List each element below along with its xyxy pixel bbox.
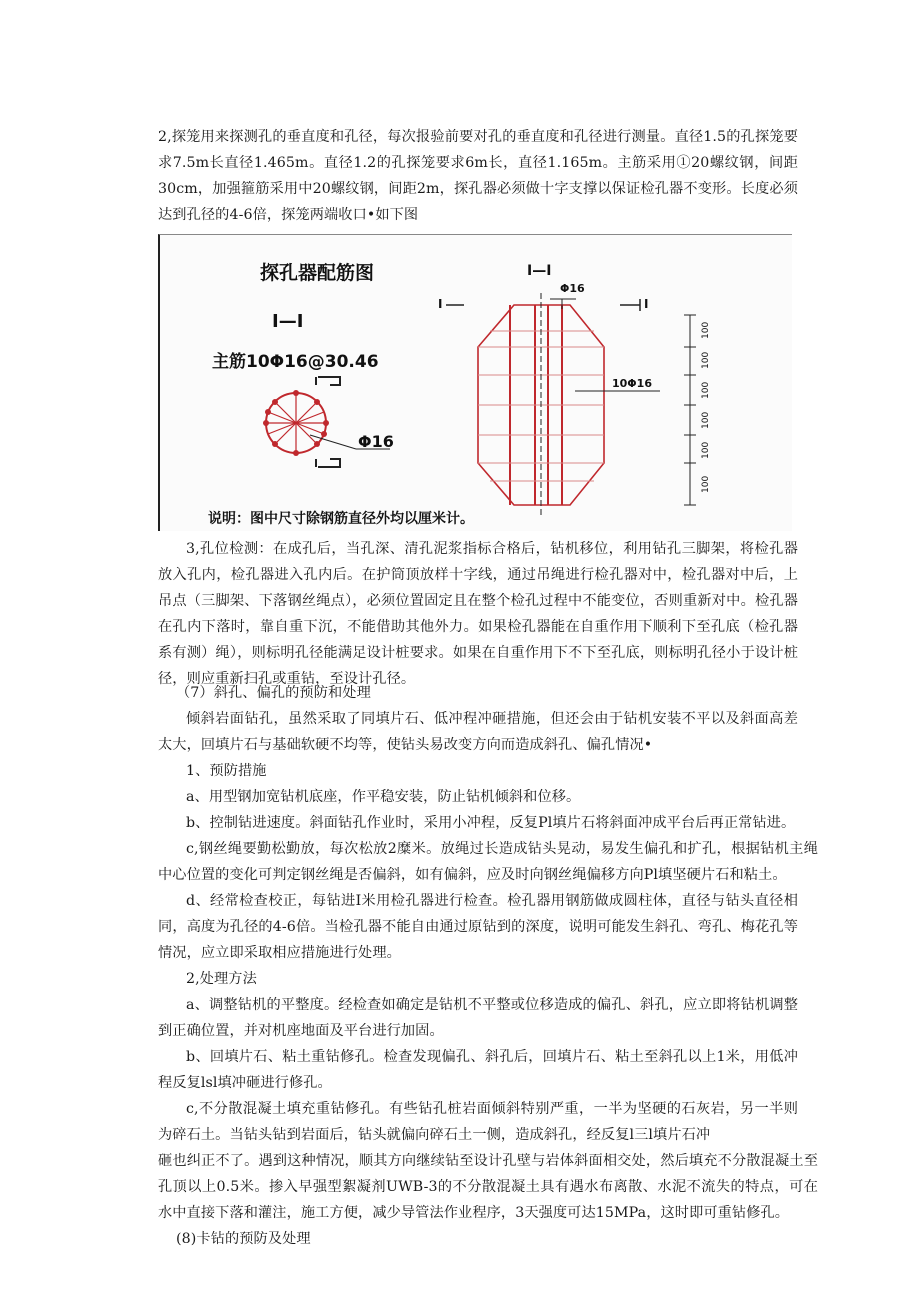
section-heading-7: （7）斜孔、偏孔的预防和处理 <box>176 685 371 701</box>
item-c-prevention: c,钢丝绳要勤松勤放，每次松放2糜米。放绳过长造成钻头晃动，易发生偏孔和扩孔，根据钻机主绳中心位置的变化可判定钢丝绳是否偏斜，如有偏斜，应及时向钢丝绳偏移方向Pl填坚硬片石和粘土。 <box>158 841 818 883</box>
section-heading-8: (8)卡钻的预防及处理 <box>176 1231 311 1247</box>
item-a-prevention: a、用型钢加宽钻机底座，作平稳安装，防止钻机倾斜和位移。 <box>186 789 581 805</box>
section-mark-bottom <box>318 459 340 467</box>
dim-label: 100 <box>701 411 711 429</box>
dimension-line <box>684 315 696 505</box>
dim-label: 100 <box>701 475 711 493</box>
section-top-label: I—I <box>527 263 552 279</box>
dim-label: 100 <box>701 321 711 339</box>
cage-elevation <box>446 293 660 517</box>
item-b-treatment: b、回填片石、粘土重钻修孔。检查发现偏孔、斜孔后，回填片石、粘土至斜孔以上1米，用低冲程反复lsl填冲砸进行修孔。 <box>158 1049 798 1091</box>
paragraph-hole-check: 3,孔位检测：在成孔后，当孔深、清孔泥浆指标合格后，钻机移位，利用钻孔三脚架，将检孔器放入孔内，检孔器进入孔内后。在护筒顶放样十字线，通过吊绳进行检孔器对中，检孔器对中后，上吊点（三脚架、下落钢丝绳点），必须位置固定且在整个检孔过程中不能变位，否则重新对中。检孔器在孔内下落时，靠自重下沉，不能借助其他外力。如果检孔器能在自重作用下顺利下至孔底（检孔器系有测）绳），则标明孔径能满足设计桩要求。如果在自重作用下不下至孔底，则标明孔径小于设计桩径，则应重新扫孔或重钻，至设计孔径。 <box>158 541 798 687</box>
dim-label: 100 <box>701 441 711 459</box>
cut-label-left: I <box>438 297 443 311</box>
item-a-treatment: a、调整钻机的平整度。经检查如确定是钻机不平整或位移造成的偏孔、斜孔，应立即将钻机调整到正确位置，并对机座地面及平台进行加固。 <box>158 997 798 1039</box>
section-label: I—I <box>272 311 304 332</box>
dim-label: 100 <box>701 381 711 399</box>
item-b-prevention: b、控制钻进速度。斜面钻孔作业时，采用小冲程，反复Pl填片石将斜面冲成平台后再正常钻进。 <box>186 815 796 831</box>
item-c-treatment-cont: 砸也纠正不了。遇到这种情况，顺其方向继续钻至设计孔壁与岩体斜面相交处，然后填充不分散混凝土至孔顶以上0.5米。掺入早强型絮凝剂UWB-3的不分散混凝土具有遇水布离散、水泥不流失的特点，可在水中直接下落和灌注，施工方便，减少导管法作业程序，3天强度可达15MPa，这时即可重钻修孔。 <box>158 1153 818 1221</box>
item-d-prevention: d、经常检查校正，每钻进I米用检孔器进行检查。检孔器用钢筋做成圆柱体，直径与钻头直径相同，高度为孔径的4-6倍。当检孔器不能自由通过原钻到的深度，说明可能发生斜孔、弯孔、梅花孔等情况，应立即采取相应措施进行处理。 <box>158 893 798 961</box>
paragraph-cage-spec: 2,探笼用来探测孔的垂直度和孔径，每次报验前要对孔的垂直度和孔径进行测量。直径1.5的孔探笼要求7.5m长直径1.465m。直径1.2的孔探笼要求6m长，直径1.165m。主筋采用①20螺纹钢，间距30cm，加强箍筋采用中20螺纹钢，间距2m，探孔器必须做十字支撑以保证检孔器不变形。长度必须达到孔径的4-6倍，探笼两端收口•如下图 <box>158 129 798 223</box>
figure-title: 探孔器配筋图 <box>260 262 375 284</box>
dim-label: 100 <box>701 351 711 369</box>
bar-diameter-label: Φ16 <box>358 432 394 451</box>
figure-note: 说明：图中尺寸除钢筋直径外均以厘米计。 <box>208 511 474 527</box>
top-bar-label: Φ16 <box>560 282 585 295</box>
section-mark-top <box>318 377 340 385</box>
side-bar-label: 10Φ16 <box>612 377 652 390</box>
paragraph-inclined-intro: 倾斜岩面钻孔，虽然采取了同填片石、低冲程冲砸措施，但还会由于钻机安装不平以及斜面高差太大，回填片石与基础软硬不均等，使钻头易改变方向而造成斜孔、偏孔情况• <box>158 711 798 753</box>
rebar-diagram <box>158 234 792 531</box>
subheading-treatment: 2,处理方法 <box>186 971 257 987</box>
main-bar-label: 主筋10Φ16@30.46 <box>212 352 379 372</box>
subheading-prevention: 1、预防措施 <box>186 763 267 779</box>
cut-label-right: I <box>644 297 649 311</box>
rebar-diagram-svg <box>160 235 792 531</box>
item-c-treatment: c,不分散混凝土填充重钻修孔。有些钻孔桩岩面倾斜特别严重，一半为坚硬的石灰岩，另一半则为碎石土。当钻头钻到岩面后，钻头就偏向碎石土一侧，造成斜孔，经反复l三l填片石冲 <box>158 1101 798 1143</box>
